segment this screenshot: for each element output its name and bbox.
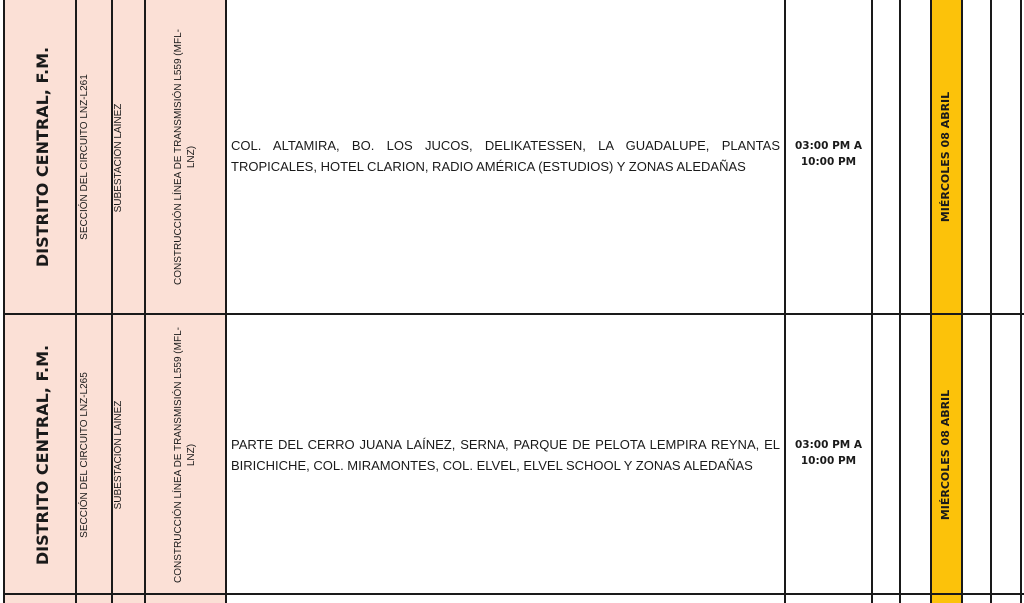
grid-line: [784, 0, 786, 603]
grid-line: [899, 0, 901, 603]
schedule-start: 03:00 PM A: [794, 140, 862, 152]
schedule-end: 10:00 PM: [800, 156, 857, 168]
schedule-start: 03:00 PM A: [794, 439, 862, 451]
affected-areas-cell: PARTE DEL CERRO JUANA LAÍNEZ, SERNA, PARQUE DE PELOTA LEMPIRA REYNA, EL BIRICHICHE, COL. MIRAMONTES, COL. ELVEL, ELVEL SCHOOL Y ZONAS ALEDAÑAS: [231, 437, 780, 473]
schedule-cell: [786, 138, 871, 170]
grid-line: [871, 0, 873, 603]
row-divider: [3, 593, 1024, 595]
row-divider: [3, 313, 1024, 315]
district-cell: DISTRITO CENTRAL, F.M.: [32, 344, 52, 566]
schedule-end: 10:00 PM: [800, 455, 857, 467]
circuit-section-cell: SECCIÓN DEL CIRCUITO LNZ-L261: [78, 74, 90, 240]
district-cell: DISTRITO CENTRAL, F.M.: [32, 46, 52, 268]
grid-line: [961, 0, 963, 603]
grid-line: [1020, 0, 1022, 603]
work-description-cell: CONSTRUCCIÓN LÍNEA DE TRANSMISIÓN L559 (MFL-LNZ): [173, 29, 197, 285]
grid-line: [3, 0, 5, 603]
substation-cell: SUBESTACIÓN LAÍNEZ: [112, 400, 124, 510]
grid-line: [990, 0, 992, 603]
affected-areas-cell: COL. ALTAMIRA, BO. LOS JUCOS, DELIKATESSEN, LA GUADALUPE, PLANTAS TROPICALES, HOTEL CLARION, RADIO AMÉRICA (ESTUDIOS) Y ZONAS ALEDAÑAS: [231, 138, 780, 174]
work-description-cell: CONSTRUCCIÓN LÍNEA DE TRANSMISIÓN L559 (MFL-LNZ): [173, 327, 197, 583]
substation-cell: SUBESTACIÓN LAÍNEZ: [112, 103, 124, 213]
schedule-cell: [786, 437, 871, 469]
date-cell: MIÉRCOLES 08 ABRIL: [938, 389, 952, 521]
circuit-section-cell: SECCIÓN DEL CIRCUITO LNZ-L265: [78, 372, 90, 538]
grid-line: [144, 0, 146, 603]
grid-line: [225, 0, 227, 603]
date-cell: MIÉRCOLES 08 ABRIL: [938, 91, 952, 223]
